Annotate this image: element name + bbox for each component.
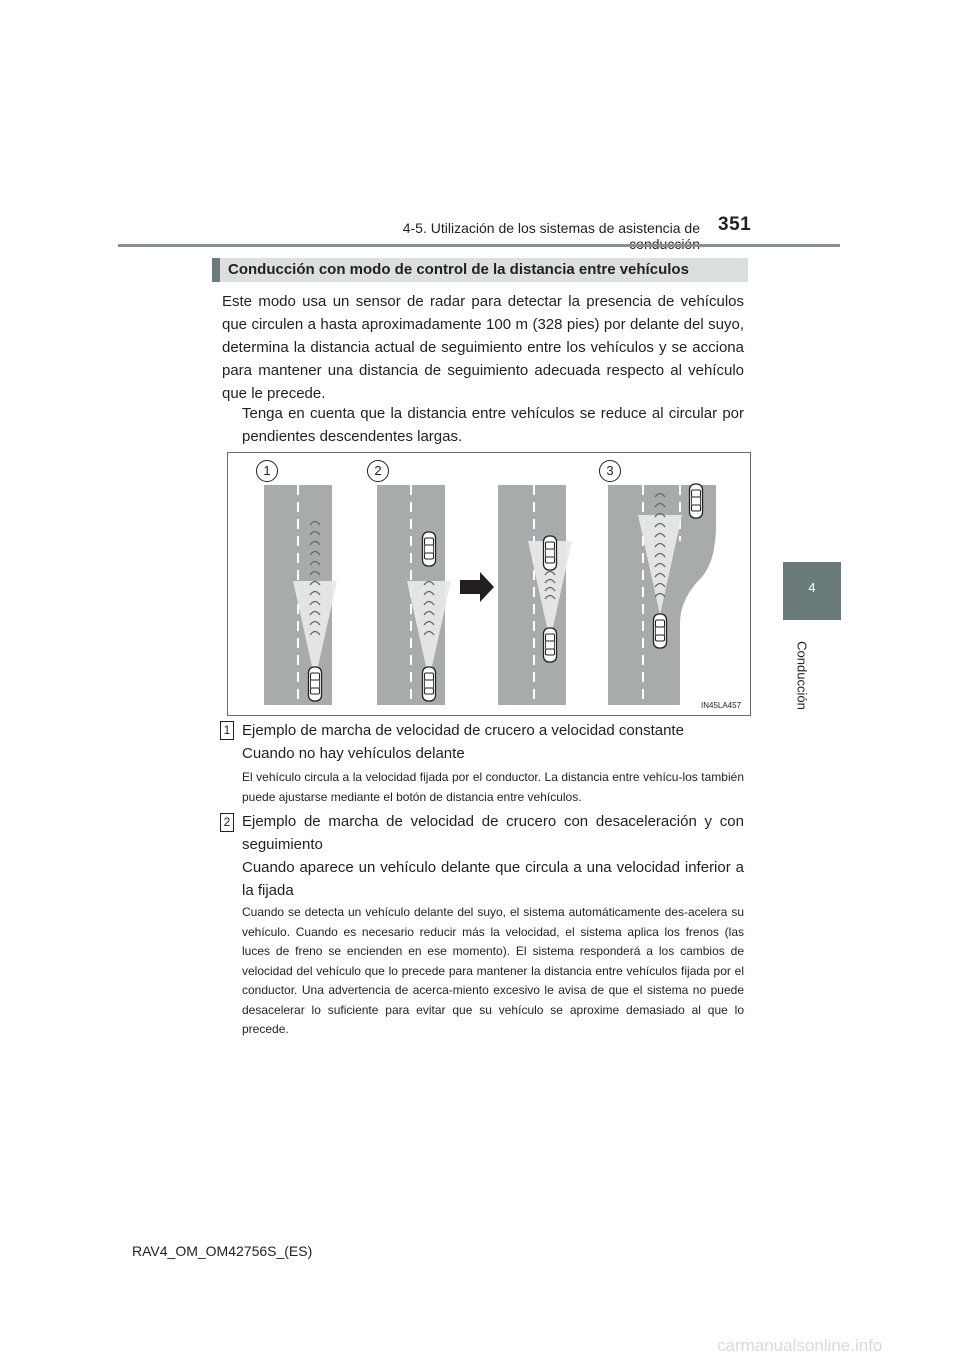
section-heading-accent [212,258,220,282]
own-car-3a [544,628,557,662]
section-heading: Conducción con modo de control de la distancia entre vehículos [228,261,689,278]
item-1-title: Ejemplo de marcha de velocidad de crucero a velocidad constante [242,722,684,739]
item-1-number: 1 [220,721,234,740]
own-car-2 [423,667,436,701]
chapter-tab[interactable] [783,562,841,620]
figure-label-2: 2 [367,460,389,482]
item-2-body: Cuando se detecta un vehículo delante del suyo, el sistema automáticamente des-acelera su vehículo. Cuando es necesario reducir más la velocidad, el sistema aplica los frenos (las luces de freno se encienden en ese momento). El sistema responderá a los cambios de velocidad del vehículo que lo precede para mantener la distancia entre vehículos fijada por el conductor. Una advertencia de acerca-miento excesivo le avisa de que el sistema no puede desacelerar lo suficiente para evitar que su vehículo se aproxime demasiado al que lo precede. [242,905,744,1036]
chapter-tab-number: 4 [808,580,816,595]
item-1-body: El vehículo circula a la velocidad fijada por el conductor. La distancia entre vehícu-los también puede ajustarse mediante el botón de distancia entre vehículos. [242,770,744,804]
own-car-1 [309,667,322,701]
section-heading-bar [212,258,748,282]
watermark[interactable]: carmanualsonline.info [717,1336,883,1355]
figure-code: IN45LA457 [701,701,742,710]
figure-label-3: 3 [599,460,621,482]
lead-car-3a [544,536,557,570]
lead-car-3b [690,484,703,518]
figure-label-1: 1 [256,460,278,482]
header-rule [118,244,840,247]
page-number: 351 [718,214,752,235]
lead-car-2 [423,532,436,566]
item-2-title: Ejemplo de marcha de velocidad de crucero con desaceleración y con seguimiento [242,813,744,853]
intro-paragraph: Este modo usa un sensor de radar para detectar la presencia de vehículos que circulen a hasta aproximadamente 100 m (328 pies) por delante del suyo, determina la distancia actual de seguimiento entre los vehículos y se acciona para mantener una distancia de seguimiento adecuada respecto al vehículo que le precede. [222,293,744,402]
header-section-title: 4-5. Utilización de los sistemas de asistencia de [402,220,700,236]
note-paragraph: Tenga en cuenta que la distancia entre vehículos se reduce al circular por pendientes descendentes largas. [242,405,744,445]
transition-arrow [460,572,494,602]
item-2-number: 2 [220,813,234,832]
item-1-subtitle: Cuando no hay vehículos delante [242,745,465,762]
chapter-label [790,630,810,730]
own-car-3b [654,614,667,648]
item-2-subtitle: Cuando aparece un vehículo delante que circula a una velocidad inferior a la fijada [242,859,744,899]
cruise-control-figure [227,452,751,716]
footer-code: RAV4_OM_OM42756S_(ES) [132,1243,313,1259]
cruise-diagram [228,453,750,715]
chapter-label-text: Conducción [794,641,810,710]
